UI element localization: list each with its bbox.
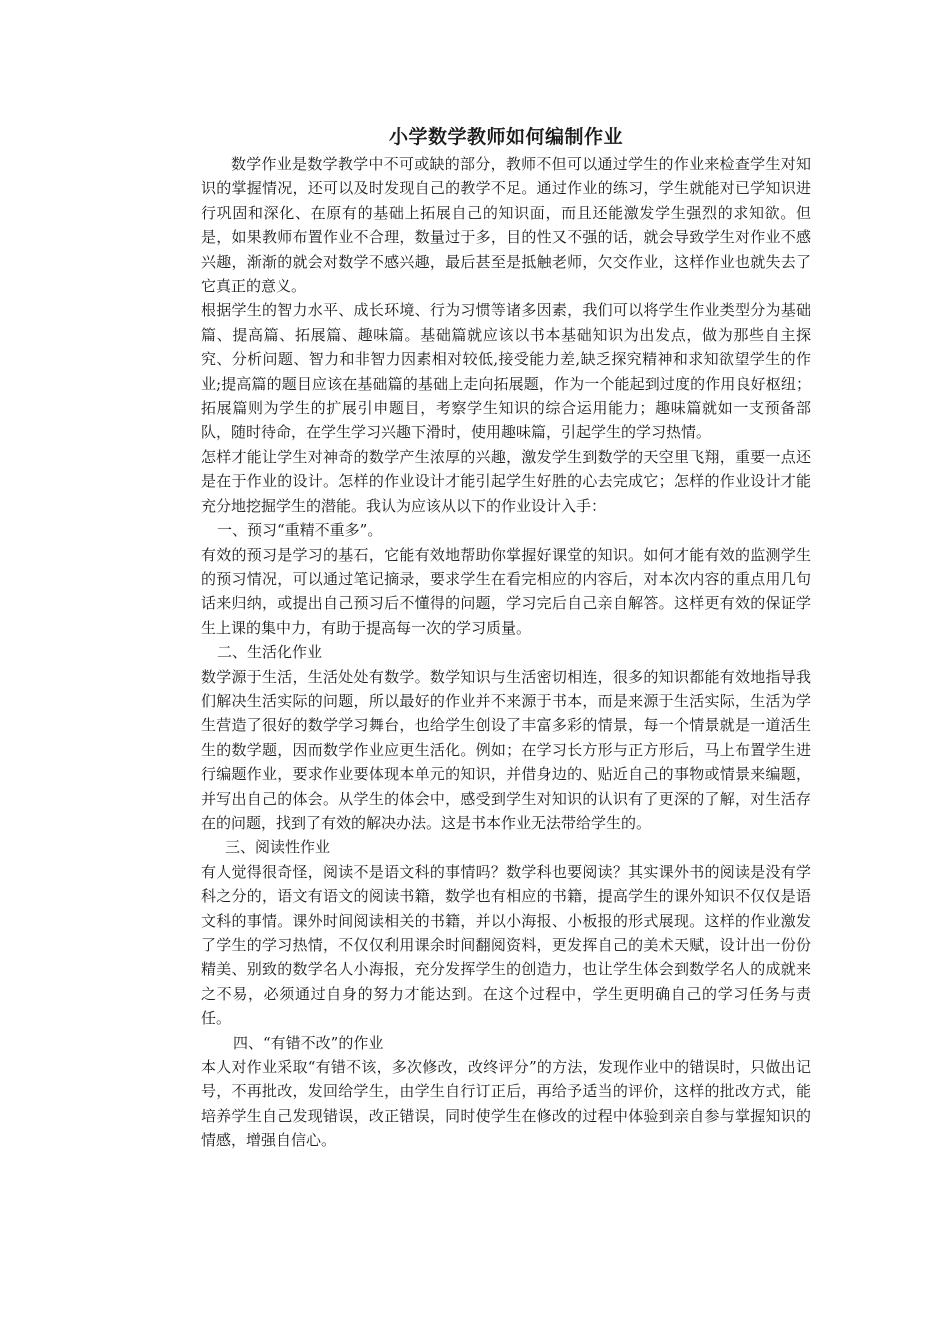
section-4-heading: 四、“有错不改”的作业 <box>233 1033 384 1052</box>
document-title: 小学数学教师如何编制作业 <box>388 126 623 148</box>
document-page <box>201 122 811 1153</box>
section-4-body: 本人对作业采取“有错不该，多次修改，改终评分”的方法，发现作业中的错误时，只做出记号，不再批改，发回给学生，由学生自行订正后，再给予适当的评价，这样的批改方式，能培养学生自己发现错误，改正错误，同时使学生在修改的过程中体验到亲自参与掌握知识的情感，增强自信心。 <box>201 1058 811 1150</box>
section-3-heading: 三、阅读性作业 <box>225 838 331 857</box>
homework-types-paragraph: 根据学生的智力水平、成长环境、行为习惯等诸多因素，我们可以将学生作业类型分为基础篇、提高篇、拓展篇、趣味篇。基础篇就应该以书本基础知识为出发点，做为那些自主探究、分析问题、智力和非智力因素相对较低,接受能力差,缺乏探究精神和求知欲望学生的作业;提高篇的题目应该在基础篇的基础上走向拓展题，作为一个能起到过度的作用良好枢纽；拓展篇则为学生的扩展引申题目，考察学生知识的综合运用能力；趣味篇就如一支预备部队，随时待命，在学生学习兴趣下滑时，使用趣味篇，引起学生的学习热情。 <box>201 301 811 442</box>
section-1-body: 有效的预习是学习的基石，它能有效地帮助你掌握好课堂的知识。如何才能有效的监测学生的预习情况，可以通过笔记摘录，要求学生在看完相应的内容后，对本次内容的重点用几句话来归纳，或提出自己预习后不懂得的问题，学习完后自己亲自解答。这样更有效的保证学生上课的集中力，有助于提高每一次的学习质量。 <box>201 545 811 637</box>
section-1-heading: 一、预习“重精不重多”。 <box>217 521 383 540</box>
homework-design-paragraph: 怎样才能让学生对神奇的数学产生浓厚的兴趣，激发学生到数学的天空里飞翔，重要一点还是在于作业的设计。怎样的作业设计才能引起学生好胜的心去完成它；怎样的作业设计才能充分地挖掘学生的潜能。我认为应该从以下的作业设计入手： <box>201 447 811 515</box>
intro-paragraph: 数学作业是数学教学中不可或缺的部分，教师不但可以通过学生的作业来检查学生对知识的掌握情况，还可以及时发现自己的教学不足。通过作业的练习，学生就能对已学知识进行巩固和深化、在原有的基础上拓展自己的知识面，而且还能激发学生强烈的求知欲。但是，如果教师布置作业不合理，数量过于多，目的性又不强的话，就会导致学生对作业不感兴趣，渐渐的就会对数学不感兴趣，最后甚至是抵触老师，欠交作业，这样作业也就失去了它真正的意义。 <box>201 155 811 296</box>
section-3-body: 有人觉得很奇怪，阅读不是语文科的事情吗？数学科也要阅读？其实课外书的阅读是没有学科之分的，语文有语文的阅读书籍，数学也有相应的书籍，提高学生的课外知识不仅仅是语文科的事情。课外时间阅读相关的书籍，并以小海报、小板报的形式展现。这样的作业激发了学生的学习热情，不仅仅利用课余时间翻阅资料，更发挥自己的美术天赋，设计出一份份精美、别致的数学名人小海报，充分发挥学生的创造力，也让学生体会到数学名人的成就来之不易，必须通过自身的努力才能达到。在这个过程中，学生更明确自己的学习任务与责任。 <box>201 862 811 1028</box>
section-2-heading: 二、生活化作业 <box>217 643 323 662</box>
section-2-body: 数学源于生活，生活处处有数学。数学知识与生活密切相连，很多的知识都能有效地指导我们解决生活实际的问题，所以最好的作业并不来源于书本，而是来源于生活实际，生活为学生营造了很好的数学学习舞台，也给学生创设了丰富多彩的情景，每一个情景就是一道活生生的数学题，因而数学作业应更生活化。例如；在学习长方形与正方形后，马上布置学生进行编题作业，要求作业要体现本单元的知识，并借身边的、贴近自己的事物或情景来编题，并写出自己的体会。从学生的体会中，感受到学生对知识的认识有了更深的了解，对生活存在的问题，找到了有效的解决办法。这是书本作业无法带给学生的。 <box>201 667 811 832</box>
